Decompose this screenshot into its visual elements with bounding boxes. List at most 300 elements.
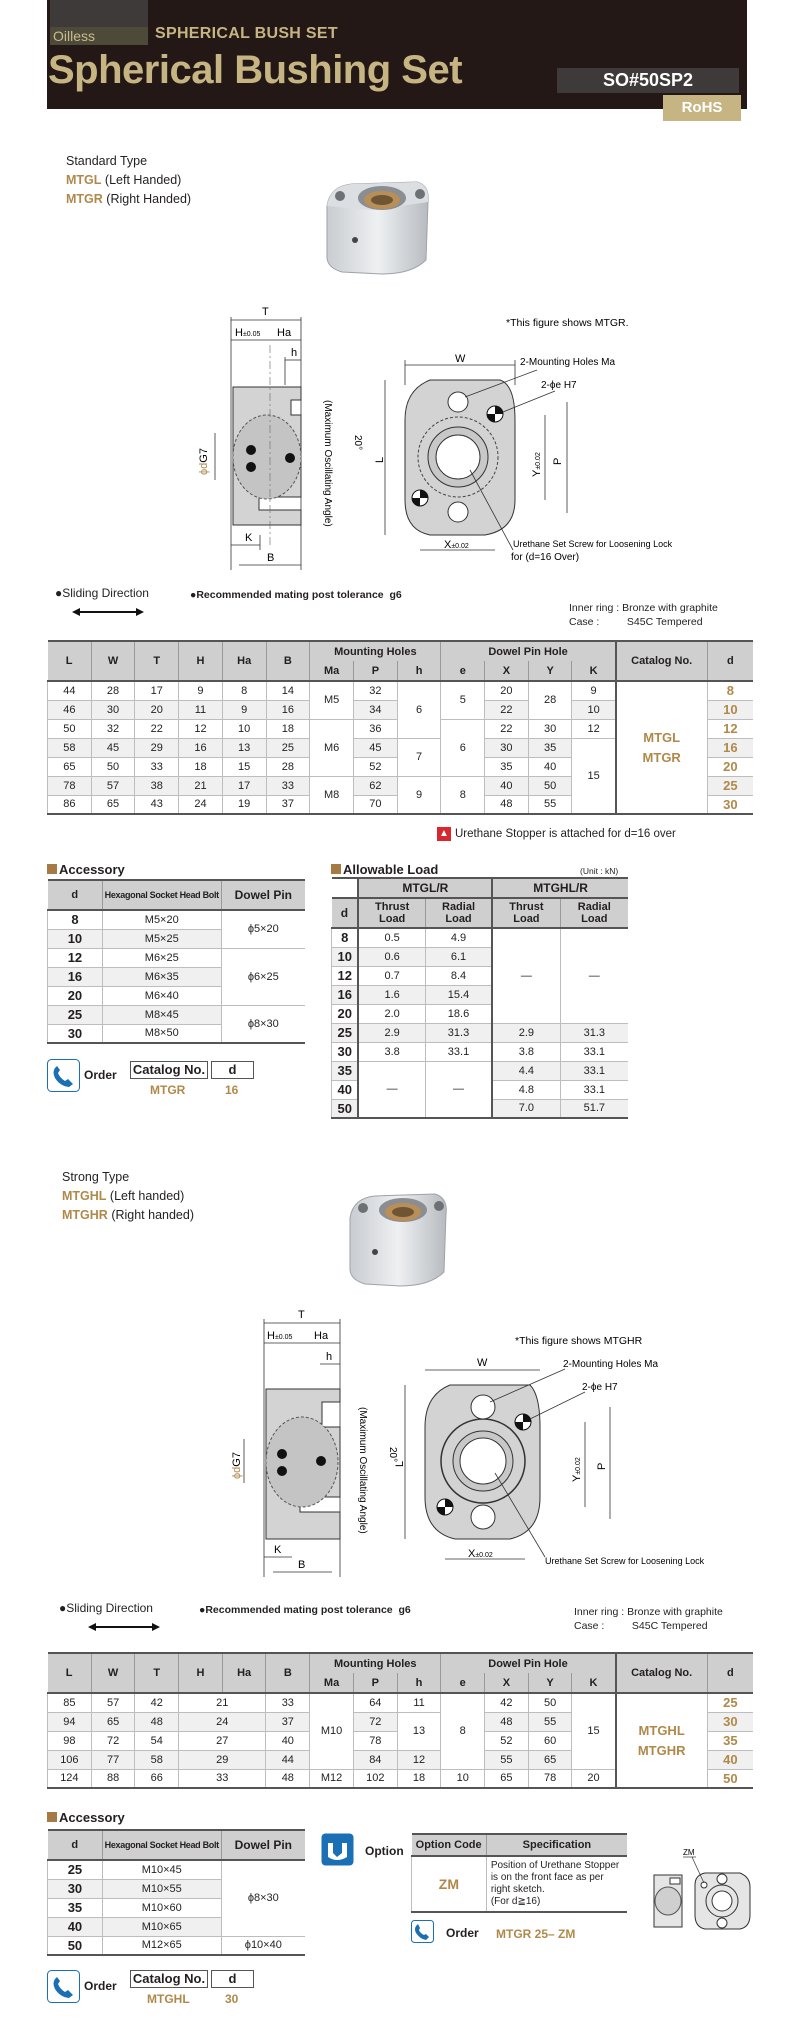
table-cell: 72 — [353, 1712, 397, 1731]
load-row — [332, 1061, 629, 1080]
table-cell: 65 — [48, 757, 92, 776]
table-cell: ZM — [412, 1856, 487, 1912]
table-cell: 4.8 — [492, 1080, 560, 1099]
table-cell: 77 — [91, 1750, 135, 1769]
tolerance-value: g6 — [398, 1604, 411, 1616]
table-header-cell: H — [179, 1653, 223, 1693]
table-cell: 48 — [266, 1769, 310, 1788]
table-cell: 16 — [707, 738, 753, 757]
spec-table-standard — [47, 640, 753, 815]
table-cell: 9 — [222, 700, 266, 719]
table-header-cell: K — [572, 661, 616, 681]
oscillating-angle-label: (Maximum Oscillating Angle) — [322, 400, 333, 527]
table-cell: 13 — [222, 738, 266, 757]
table-cell: — — [425, 1061, 492, 1118]
table-cell: 57 — [91, 1693, 135, 1712]
table-cell: 45 — [91, 738, 135, 757]
model-code: MTGHL — [62, 1189, 107, 1203]
dim-Ha: Ha — [314, 1330, 329, 1342]
table-cell: 4.4 — [492, 1061, 560, 1080]
table-cell: 35 — [48, 1898, 103, 1917]
table-header-cell: B — [266, 641, 310, 681]
table-header-cell: h — [397, 661, 441, 681]
table-cell: 19 — [222, 795, 266, 814]
table-header-cell: d — [48, 1830, 103, 1860]
dim-Y: Y±0.02 — [571, 1457, 583, 1482]
table-cell: 24 — [179, 1712, 266, 1731]
table-cell: 2.9 — [358, 1023, 425, 1042]
table-cell: M10×45 — [102, 1860, 221, 1879]
table-header-cell: Mounting Holes — [310, 1653, 441, 1673]
table-header-cell: T — [135, 641, 179, 681]
table-cell: 33.1 — [560, 1061, 628, 1080]
table-cell: 5 — [441, 681, 485, 719]
case-value: S45C Tempered — [626, 616, 703, 628]
order-catalog-value: MTGR — [150, 1083, 186, 1097]
set-screw-label: Urethane Set Screw for Loosening Lock — [545, 1556, 705, 1566]
phone-order-icon — [411, 1920, 434, 1943]
table-cell: 12 — [332, 966, 359, 985]
table-cell: 16 — [266, 700, 310, 719]
tolerance-note: ●Recommended mating post tolerance g6 — [190, 589, 402, 601]
table-cell: 84 — [353, 1750, 397, 1769]
order-d-value: 30 — [225, 1992, 239, 2006]
table-header-cell: Thrust Load — [358, 898, 425, 928]
table-cell: 25 — [707, 776, 753, 795]
dim-P: P — [596, 1462, 608, 1470]
table-header-cell: e — [441, 1673, 485, 1693]
table-cell: 44 — [48, 681, 92, 700]
table-cell: 35 — [528, 738, 572, 757]
table-cell: 52 — [354, 757, 398, 776]
table-cell: 86 — [48, 795, 92, 814]
table-cell: 65 — [485, 1769, 529, 1788]
load-row — [332, 1023, 629, 1042]
table-cell: 50 — [707, 1769, 753, 1788]
table-header-cell: W — [91, 1653, 135, 1693]
model-code: MTGHR — [62, 1208, 108, 1222]
table-cell: 8.4 — [425, 966, 492, 985]
rohs-badge: RoHS — [663, 95, 741, 121]
figure-note: *This figure shows MTGR. — [506, 317, 629, 329]
table-cell: 8 — [48, 910, 103, 929]
table-cell: 6 — [441, 719, 485, 776]
table-header-cell: Dowel Pin — [221, 1830, 305, 1860]
table-cell: ϕ8×30 — [221, 1860, 305, 1936]
table-cell: 48 — [485, 795, 529, 814]
type-label: Standard Type — [66, 154, 148, 168]
table-cell: M8×50 — [102, 1024, 221, 1043]
table-cell: 57 — [91, 776, 135, 795]
table-header-cell: W — [91, 641, 135, 681]
dim-L: L — [394, 1460, 406, 1467]
catalog-mtghl: MTGHL — [638, 1722, 685, 1738]
table-cell: 78 — [353, 1731, 397, 1750]
table-cell: 48 — [135, 1712, 179, 1731]
table-header-cell: H — [179, 641, 223, 681]
table-cell: 11 — [179, 700, 223, 719]
table-header-cell: Catalog No. — [616, 1653, 708, 1693]
angle-label: 20° — [352, 435, 363, 451]
table-cell: M5 — [310, 681, 354, 719]
dim-L: L — [374, 456, 386, 463]
table-header-cell: Ha — [222, 1653, 266, 1693]
table-cell: 124 — [48, 1769, 92, 1788]
table-cell: 12 — [48, 948, 103, 967]
order-d-value: 16 — [225, 1083, 239, 1097]
table-header-cell: L — [48, 641, 92, 681]
dim-T: T — [262, 306, 269, 318]
dim-H: H±0.05 — [235, 327, 261, 339]
dim-dG7: ϕdG7 — [231, 1452, 243, 1479]
model-desc: (Right Handed) — [106, 192, 192, 206]
table-header-cell: h — [397, 1673, 441, 1693]
table-cell: 58 — [135, 1750, 179, 1769]
table-cell: 33 — [179, 1769, 266, 1788]
model-desc: (Right handed) — [111, 1208, 195, 1222]
material-info — [574, 1605, 723, 1633]
order-label: Order — [446, 1926, 479, 1940]
table-cell: 30 — [485, 738, 529, 757]
table-cell: 50 — [48, 719, 92, 738]
table-cell: 65 — [91, 795, 135, 814]
catalog-mtgr: MTGR — [642, 749, 681, 765]
model-code: MTGL — [66, 173, 102, 187]
option-icon — [321, 1833, 354, 1866]
table-header-cell: Catalog No. — [616, 641, 708, 681]
table-header-cell: Ha — [222, 641, 266, 681]
phone-order-icon — [47, 1970, 80, 2003]
table-cell: 60 — [528, 1731, 572, 1750]
technical-drawing-strong — [231, 1307, 710, 1582]
technical-drawing-standard — [198, 305, 695, 575]
dim-X: X±0.02 — [444, 539, 469, 551]
table-cell: 50 — [91, 757, 135, 776]
table-cell: 8 — [332, 928, 359, 947]
table-cell: 6 — [397, 681, 441, 738]
table-cell: 16 — [48, 967, 103, 986]
d-header: d — [211, 1970, 254, 1988]
table-cell: 1.6 — [358, 985, 425, 1004]
table-cell: M6×35 — [102, 967, 221, 986]
table-cell: 25 — [707, 1693, 753, 1712]
case-label: Case : — [574, 1620, 605, 1632]
table-cell: 16 — [179, 738, 223, 757]
table-cell: 20 — [572, 1769, 616, 1788]
table-header-cell: Hexagonal Socket Head Bolt — [102, 1830, 221, 1860]
table-header-cell: d — [332, 898, 359, 928]
table-cell: 10 — [222, 719, 266, 738]
dim-X: X±0.02 — [468, 1548, 493, 1560]
table-cell: 2.0 — [358, 1004, 425, 1023]
set-screw-note: for (d=16 Over) — [511, 552, 580, 563]
table-cell: 18 — [266, 719, 310, 738]
table-header-cell: Mounting Holes — [310, 641, 441, 661]
table-cell: 50 — [528, 1693, 572, 1712]
mounting-holes-label: 2-Mounting Holes Ma — [563, 1359, 659, 1370]
table-cell: 40 — [485, 776, 529, 795]
warning-icon: ▲ — [437, 827, 451, 841]
table-cell: 35 — [485, 757, 529, 776]
zm-sketch-label: ZM — [683, 1848, 695, 1857]
table-cell: 4.9 — [425, 928, 492, 947]
table-cell: 30 — [707, 795, 753, 814]
table-cell: — — [560, 928, 628, 1023]
table-cell: 98 — [48, 1731, 92, 1750]
table-cell: 70 — [354, 795, 398, 814]
inner-ring-label: Inner ring : — [569, 602, 620, 614]
table-cell: 65 — [528, 1750, 572, 1769]
table-cell: 21 — [179, 1693, 266, 1712]
table-cell: 40 — [332, 1080, 359, 1099]
table-cell: 17 — [222, 776, 266, 795]
table-cell: 43 — [135, 795, 179, 814]
table-cell: 62 — [354, 776, 398, 795]
table-header-cell: Specification — [486, 1834, 627, 1856]
table-cell: 55 — [528, 1712, 572, 1731]
model-code: MTGR — [66, 192, 103, 206]
catalog-mtgl: MTGL — [643, 729, 681, 745]
table-cell: M10×65 — [102, 1917, 221, 1936]
table-header-cell: MTGHL/R — [492, 878, 628, 898]
table-header-cell: Dowel Pin Hole — [441, 1653, 616, 1673]
table-header-cell: Option Code — [412, 1834, 487, 1856]
table-cell: 9 — [572, 681, 616, 700]
table-cell: 9 — [179, 681, 223, 700]
table-cell: 10 — [707, 700, 753, 719]
table-header-cell: e — [441, 661, 485, 681]
table-cell: 15 — [572, 1693, 616, 1769]
dim-Ha: Ha — [277, 327, 292, 339]
table-cell: 9 — [397, 776, 441, 814]
table-cell: ϕ5×20 — [221, 910, 305, 948]
table-cell: — — [492, 928, 560, 1023]
inner-ring-label: Inner ring : — [574, 1606, 625, 1618]
table-cell: 32 — [91, 719, 135, 738]
table-cell: 50 — [332, 1099, 359, 1118]
dim-Y: Y±0.02 — [531, 452, 543, 477]
table-cell — [616, 681, 708, 814]
load-row — [332, 928, 629, 947]
table-cell: 10 — [441, 1769, 485, 1788]
dim-W: W — [455, 353, 466, 365]
table-header-cell — [332, 878, 359, 898]
table-cell: 33 — [266, 776, 310, 795]
oilless-badge: Oilless — [50, 27, 148, 45]
double-arrow-icon — [88, 1623, 160, 1631]
table-cell: Position of Urethane Stopper is on the front face as per right sketch. (For d≧16) — [486, 1856, 627, 1912]
table-cell: 12 — [707, 719, 753, 738]
table-cell: 30 — [528, 719, 572, 738]
table-cell: 42 — [485, 1693, 529, 1712]
table-cell: 40 — [528, 757, 572, 776]
table-cell: 22 — [485, 719, 529, 738]
table-cell: 25 — [48, 1005, 103, 1024]
table-cell: — — [358, 1061, 425, 1118]
table-cell: ϕ8×30 — [221, 1005, 305, 1043]
table-cell: 20 — [135, 700, 179, 719]
table-header-cell: Dowel Pin Hole — [441, 641, 616, 661]
dim-B: B — [267, 552, 275, 564]
table-header-cell: Dowel Pin — [221, 880, 305, 910]
tolerance-value: g6 — [389, 589, 402, 601]
table-cell: 54 — [135, 1731, 179, 1750]
table-cell: 15 — [222, 757, 266, 776]
table-header-cell: d — [707, 1653, 753, 1693]
table-cell: 0.6 — [358, 947, 425, 966]
table-cell: 10 — [48, 929, 103, 948]
table-cell: 46 — [48, 700, 92, 719]
table-cell — [616, 1693, 708, 1788]
table-cell: 18 — [397, 1769, 441, 1788]
table-cell: M12 — [310, 1769, 354, 1788]
dim-K: K — [274, 1544, 282, 1556]
table-cell: 8 — [222, 681, 266, 700]
table-cell: 37 — [266, 1712, 310, 1731]
table-cell: 85 — [48, 1693, 92, 1712]
order-label: Order — [84, 1068, 117, 1082]
table-cell: 106 — [48, 1750, 92, 1769]
table-cell: 8 — [441, 1693, 485, 1769]
allowable-load-table — [331, 877, 628, 1119]
table-cell: 36 — [354, 719, 398, 738]
table-cell: 37 — [266, 795, 310, 814]
table-header-cell: Y — [528, 661, 572, 681]
accessory-title: Accessory — [47, 1810, 125, 1825]
table-cell: 20 — [48, 986, 103, 1005]
table-cell: M8×45 — [102, 1005, 221, 1024]
table-cell: 13 — [397, 1712, 441, 1750]
table-cell: 18 — [179, 757, 223, 776]
tolerance-note: ●Recommended mating post tolerance g6 — [199, 1604, 411, 1616]
table-cell: M10×55 — [102, 1879, 221, 1898]
sliding-direction: ●Sliding Direction — [55, 586, 149, 600]
table-cell: 17 — [135, 681, 179, 700]
table-cell: 34 — [354, 700, 398, 719]
table-cell: 18.6 — [425, 1004, 492, 1023]
table-cell: 3.8 — [492, 1042, 560, 1061]
option-label: Option — [365, 1844, 404, 1858]
option-table — [411, 1833, 627, 1913]
table-header-cell: L — [48, 1653, 92, 1693]
table-cell: 38 — [135, 776, 179, 795]
table-cell: 33.1 — [560, 1080, 628, 1099]
table-cell: 21 — [179, 776, 223, 795]
table-cell: 66 — [135, 1769, 179, 1788]
order-label: Order — [84, 1979, 117, 1993]
table-cell: ϕ10×40 — [221, 1936, 305, 1955]
inner-ring-value: Bronze with graphite — [627, 1606, 723, 1618]
table-cell: M12×65 — [102, 1936, 221, 1955]
table-cell: 31.3 — [425, 1023, 492, 1042]
table-cell: 40 — [266, 1731, 310, 1750]
table-cell: 35 — [707, 1731, 753, 1750]
table-cell: 8 — [441, 776, 485, 814]
table-cell: 24 — [179, 795, 223, 814]
table-cell: 8 — [707, 681, 753, 700]
table-cell: 10 — [572, 700, 616, 719]
table-cell: 12 — [179, 719, 223, 738]
table-header-cell: P — [353, 1673, 397, 1693]
figure-note: *This figure shows MTGHR — [515, 1335, 643, 1347]
table-cell: M6×25 — [102, 948, 221, 967]
table-header-cell: Ma — [310, 1673, 354, 1693]
catalog-mtghr: MTGHR — [637, 1742, 686, 1758]
table-cell: 2.9 — [492, 1023, 560, 1042]
angle-label: 20° — [387, 1447, 398, 1463]
accessory-table-standard — [47, 879, 305, 1044]
material-info — [569, 601, 718, 629]
unit-label: (Unit : kN) — [580, 866, 619, 876]
page-title: Spherical Bushing Set — [48, 48, 463, 92]
table-cell: 0.5 — [358, 928, 425, 947]
dim-dG7: ϕdG7 — [198, 448, 210, 475]
product-code: SO#50SP2 — [557, 68, 739, 93]
dim-P: P — [552, 457, 564, 465]
table-cell: 10 — [332, 947, 359, 966]
table-header-cell: Hexagonal Socket Head Bolt — [102, 880, 221, 910]
allowable-load-title: Allowable Load — [331, 862, 438, 877]
table-header-cell: MTGL/R — [358, 878, 492, 898]
table-cell: 11 — [397, 1693, 441, 1712]
table-cell: 64 — [353, 1693, 397, 1712]
load-row — [332, 1042, 629, 1061]
table-cell: 35 — [332, 1061, 359, 1080]
table-cell: 7 — [397, 738, 441, 776]
set-screw-label: Urethane Set Screw for Loosening Lock — [513, 539, 673, 549]
spec-table-strong — [47, 1652, 753, 1789]
double-arrow-icon — [72, 608, 144, 616]
inner-ring-value: Bronze with graphite — [622, 602, 718, 614]
table-header-cell: K — [572, 1673, 616, 1693]
table-cell: 33.1 — [425, 1042, 492, 1061]
table-cell: 22 — [485, 700, 529, 719]
model-desc: (Left handed) — [109, 1189, 185, 1203]
dim-B: B — [298, 1559, 306, 1571]
table-cell: 29 — [179, 1750, 266, 1769]
table-cell: 52 — [485, 1731, 529, 1750]
table-cell: 42 — [135, 1693, 179, 1712]
table-cell: 3.8 — [358, 1042, 425, 1061]
dowel-hole-label: 2-ϕe H7 — [541, 380, 577, 391]
phone-order-icon — [47, 1059, 80, 1092]
table-header-cell: Radial Load — [560, 898, 628, 928]
table-cell: M8 — [310, 776, 354, 814]
table-cell: 72 — [91, 1731, 135, 1750]
catalog-no-header: Catalog No. — [130, 1061, 208, 1079]
table-cell: 20 — [485, 681, 529, 700]
type-label: Strong Type — [62, 1170, 130, 1184]
table-cell: 30 — [48, 1879, 103, 1898]
order-catalog-value: MTGHL — [147, 1992, 190, 2006]
mounting-holes-label: 2-Mounting Holes Ma — [520, 357, 616, 368]
option-order-value: MTGR 25– ZM — [496, 1927, 576, 1941]
accessory-title: Accessory — [47, 862, 125, 877]
table-cell: 78 — [528, 1769, 572, 1788]
table-cell: 0.7 — [358, 966, 425, 985]
table-cell: 28 — [91, 681, 135, 700]
table-cell: 12 — [572, 719, 616, 738]
option-sketch — [650, 1845, 760, 1930]
table-cell: 25 — [332, 1023, 359, 1042]
table-cell: 14 — [266, 681, 310, 700]
table-header-cell: X — [485, 661, 529, 681]
table-cell: 25 — [48, 1860, 103, 1879]
d-header: d — [211, 1061, 254, 1079]
table-cell: 7.0 — [492, 1099, 560, 1118]
table-cell: 28 — [266, 757, 310, 776]
model-desc: (Left Handed) — [104, 173, 182, 187]
